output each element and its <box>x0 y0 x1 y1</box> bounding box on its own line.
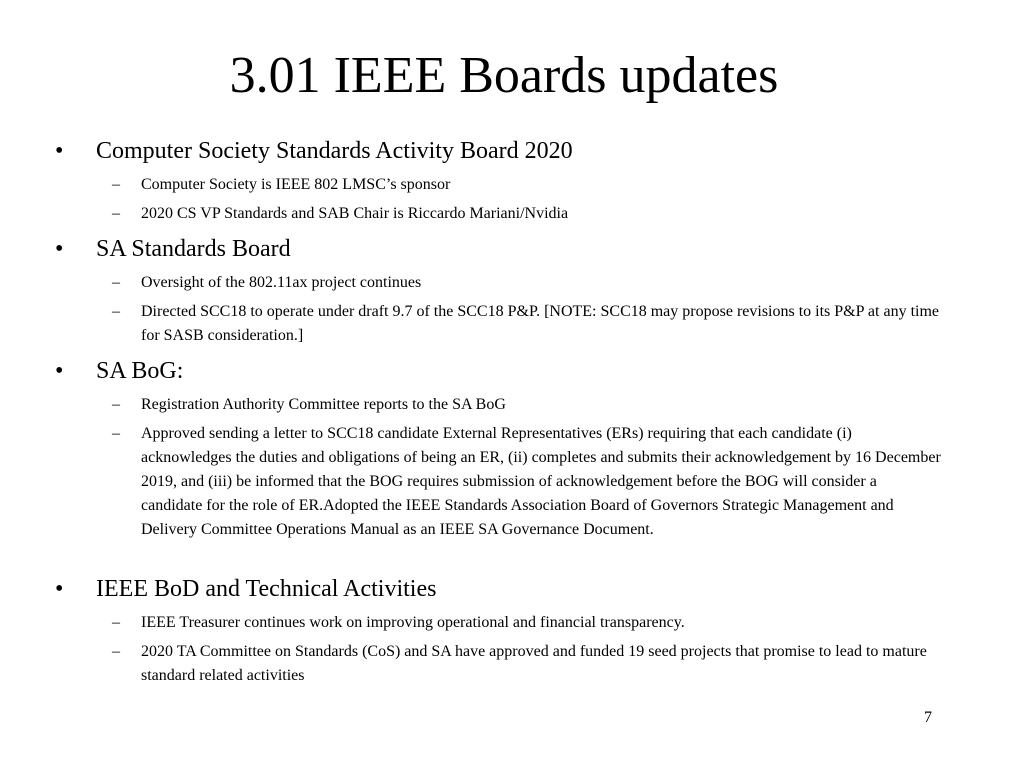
bullet-glyph: • <box>55 138 64 164</box>
sub-item: Approved sending a letter to SCC18 candidate External Representatives (ERs) requiring that each candidate (i) acknowledges the duties and obligations of being an ER, (ii) completes and submits their acknowledgement by 16 December 2019, and (iii) be informed that the BOG requires submission of acknowledgement before the BOG will consider a candidate for the role of ER.Adopted the IEEE Standards Association Board of Governors Strategic Management and Delivery Committee Operations Manual as an IEEE SA Governance Document. <box>141 425 941 538</box>
sub-bullet-glyph: – <box>112 396 120 413</box>
section-heading: Computer Society Standards Activity Board 2020 <box>96 138 573 164</box>
page-number: 7 <box>924 709 932 726</box>
sub-bullet-glyph: – <box>112 205 120 222</box>
sub-item: 2020 TA Committee on Standards (CoS) and SA have approved and funded 19 seed projects that promise to lead to mature standard related activities <box>141 643 927 684</box>
sub-bullet-glyph: – <box>112 614 120 631</box>
sub-item: Oversight of the 802.11ax project continues <box>141 274 422 291</box>
sub-bullet-glyph: – <box>112 176 120 193</box>
sub-bullet-glyph: – <box>112 643 120 660</box>
sub-item: Registration Authority Committee reports to the SA BoG <box>141 396 506 413</box>
sub-item: Directed SCC18 to operate under draft 9.7 of the SCC18 P&P. [NOTE: SCC18 may propose revisions to its P&P at any time for SASB consideration.] <box>141 303 940 344</box>
section-heading: SA BoG: <box>96 358 184 384</box>
bullet-glyph: • <box>55 576 64 602</box>
sub-bullet-glyph: – <box>112 274 120 291</box>
sub-item: 2020 CS VP Standards and SAB Chair is Riccardo Mariani/Nvidia <box>141 205 569 222</box>
sub-item: Computer Society is IEEE 802 LMSC’s sponsor <box>141 176 451 193</box>
sub-bullet-glyph: – <box>112 425 120 442</box>
bullet-glyph: • <box>55 236 64 262</box>
section-heading: SA Standards Board <box>96 236 291 262</box>
bullet-glyph: • <box>55 358 64 384</box>
sub-bullet-glyph: – <box>112 303 120 320</box>
sub-item: IEEE Treasurer continues work on improving operational and financial transparency. <box>141 614 685 631</box>
slide-title: 3.01 IEEE Boards updates <box>229 47 779 104</box>
section-heading: IEEE BoD and Technical Activities <box>96 576 437 602</box>
